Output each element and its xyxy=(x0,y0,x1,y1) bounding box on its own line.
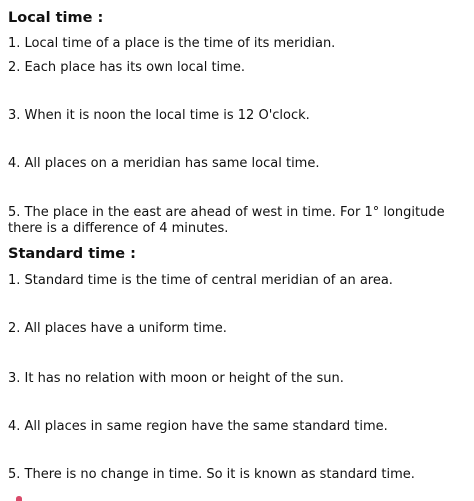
local-time-point-2: 2. Each place has its own local time. xyxy=(8,60,245,75)
local-time-point-5: 5. The place in the east are ahead of west in time. For 1° longitude there is a difference of 4 minutes. xyxy=(8,205,445,236)
local-time-point-4: 4. All places on a meridian has same local time. xyxy=(8,156,320,171)
standard-time-heading: Standard time : xyxy=(8,246,136,262)
local-time-point-1: 1. Local time of a place is the time of its meridian. xyxy=(8,36,336,51)
local-time-point-3: 3. When it is noon the local time is 12 O'clock. xyxy=(8,108,310,123)
standard-time-point-5: 5. There is no change in time. So it is known as standard time. xyxy=(8,467,415,482)
corner-mark xyxy=(16,496,22,501)
standard-time-point-3: 3. It has no relation with moon or height of the sun. xyxy=(8,371,344,386)
local-time-heading: Local time : xyxy=(8,10,104,26)
standard-time-point-2: 2. All places have a uniform time. xyxy=(8,321,227,336)
standard-time-point-4: 4. All places in same region have the same standard time. xyxy=(8,419,388,434)
standard-time-point-1: 1. Standard time is the time of central meridian of an area. xyxy=(8,273,393,288)
